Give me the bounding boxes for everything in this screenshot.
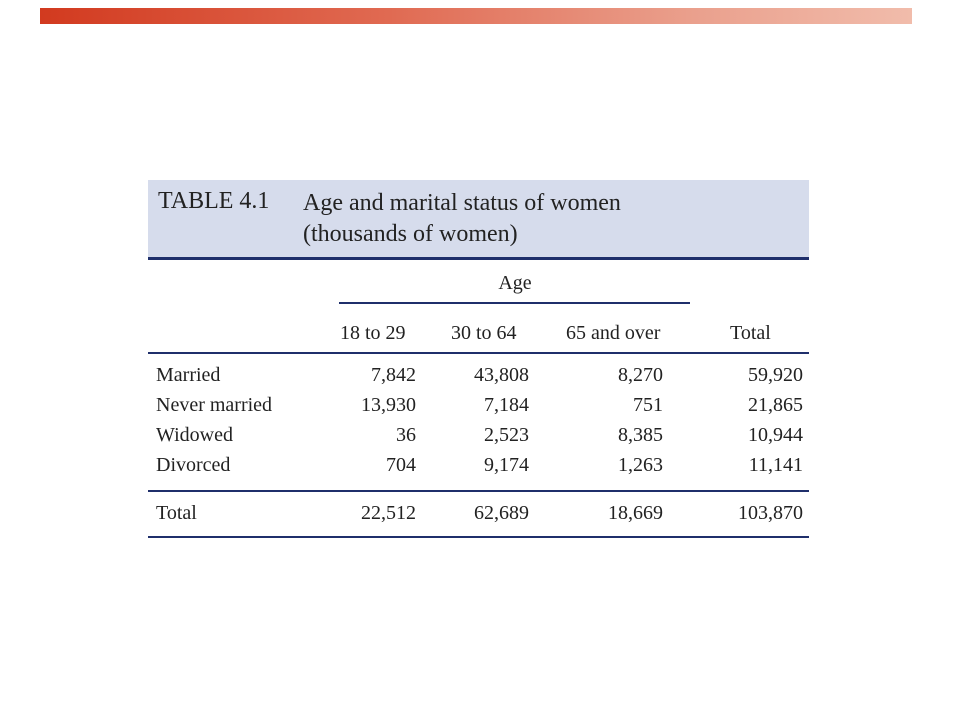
total-65-and-over: 18,669: [608, 502, 663, 524]
row-label: Married: [156, 364, 221, 386]
cell-65-and-over: 1,263: [618, 454, 663, 476]
table-total: [148, 492, 809, 538]
table-header: [148, 260, 809, 354]
column-header-65-and-over: 65 and over: [566, 322, 661, 344]
cell-30-to-64: 7,184: [484, 394, 529, 416]
grand-total: 103,870: [738, 502, 803, 524]
column-header-18-to-29: 18 to 29: [340, 322, 406, 344]
cell-18-to-29: 36: [396, 424, 416, 446]
table-row: [148, 364, 809, 394]
age-spanner-label: Age: [498, 272, 532, 294]
cell-30-to-64: 43,808: [474, 364, 529, 386]
table-body: [148, 354, 809, 492]
table-number: TABLE 4.1: [158, 188, 270, 214]
cell-30-to-64: 2,523: [484, 424, 529, 446]
column-header-total: Total: [730, 322, 771, 344]
slide-accent-bar: [40, 8, 912, 24]
table-title-line-1: Age and marital status of women: [303, 190, 621, 216]
column-header-30-to-64: 30 to 64: [451, 322, 517, 344]
table-row: [148, 424, 809, 454]
cell-total: 21,865: [748, 394, 803, 416]
row-label: Widowed: [156, 424, 233, 446]
cell-18-to-29: 704: [386, 454, 416, 476]
table-title: [303, 188, 723, 250]
row-label: Never married: [156, 394, 273, 416]
table-row: [148, 394, 809, 424]
cell-65-and-over: 8,270: [618, 364, 663, 386]
cell-18-to-29: 13,930: [361, 394, 416, 416]
cell-65-and-over: 751: [633, 394, 663, 416]
total-label: Total: [156, 502, 197, 524]
row-label: Divorced: [156, 454, 231, 476]
table-row: [148, 454, 809, 484]
data-table: [148, 180, 809, 538]
table-caption: [148, 180, 809, 260]
total-18-to-29: 22,512: [361, 502, 416, 524]
age-spanner-rule: [339, 302, 690, 304]
cell-30-to-64: 9,174: [484, 454, 529, 476]
cell-65-and-over: 8,385: [618, 424, 663, 446]
table-title-line-2: (thousands of women): [303, 221, 518, 247]
total-row: [148, 502, 809, 532]
cell-total: 10,944: [748, 424, 803, 446]
total-30-to-64: 62,689: [474, 502, 529, 524]
cell-18-to-29: 7,842: [371, 364, 416, 386]
cell-total: 59,920: [748, 364, 803, 386]
cell-total: 11,141: [748, 454, 803, 476]
